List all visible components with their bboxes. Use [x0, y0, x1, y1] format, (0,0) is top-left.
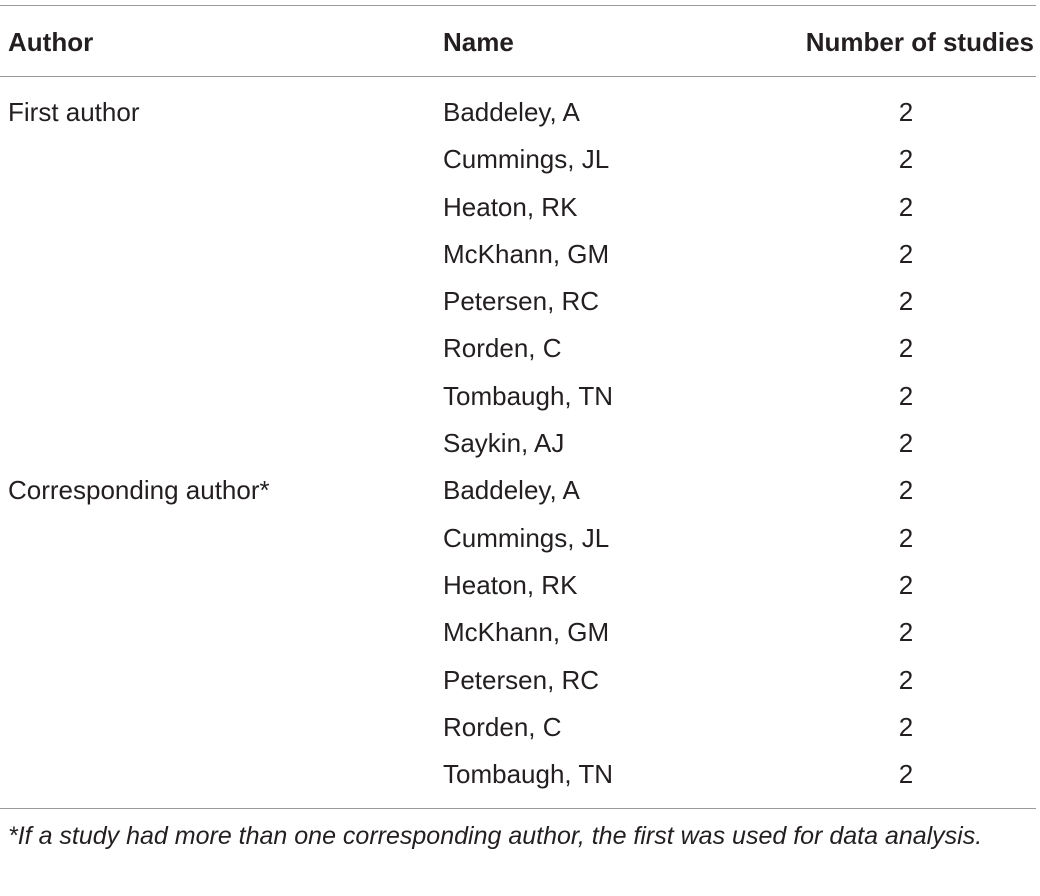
name-cell: Rorden, C [443, 333, 562, 364]
name-cell: Saykin, AJ [443, 428, 565, 459]
name-cell: Baddeley, A [443, 475, 580, 506]
count-cell: 2 [898, 711, 914, 742]
table-row [0, 372, 1036, 419]
name-cell: Tombaugh, TN [443, 380, 614, 411]
table-footnote: *If a study had more than one corresponding author, the first was used for data analysis. [8, 822, 983, 850]
name-cell: Tombaugh, TN [443, 759, 614, 790]
table-row [0, 183, 1036, 230]
table-header-rule [0, 76, 1036, 77]
count-cell: 2 [898, 569, 914, 600]
count-cell: 2 [898, 333, 914, 364]
count-cell: 2 [898, 617, 914, 648]
count-cell: 2 [898, 238, 914, 269]
name-cell: McKhann, GM [443, 617, 610, 648]
name-cell: Rorden, C [443, 711, 562, 742]
name-cell: Heaton, RK [443, 569, 578, 600]
table-row [0, 135, 1036, 182]
name-cell: Cummings, JL [443, 522, 610, 553]
table-body [0, 88, 1036, 797]
count-cell: 2 [898, 191, 914, 222]
name-cell: Heaton, RK [443, 191, 578, 222]
header-author: Author [8, 27, 94, 57]
table-row [0, 324, 1036, 371]
count-cell: 2 [898, 522, 914, 553]
header-number-of-studies: Number of studies [805, 27, 1034, 57]
count-cell: 2 [898, 759, 914, 790]
count-cell: 2 [898, 286, 914, 317]
count-cell: 2 [898, 97, 914, 127]
table-row [0, 466, 1036, 513]
count-cell: 2 [898, 475, 914, 506]
table-bottom-rule [0, 808, 1036, 809]
table-row [0, 561, 1036, 608]
header-name: Name [443, 27, 514, 57]
count-cell: 2 [898, 144, 914, 175]
table-row [0, 230, 1036, 277]
count-cell: 2 [898, 380, 914, 411]
table-row [0, 277, 1036, 324]
name-cell: Petersen, RC [443, 664, 600, 695]
table-row [0, 656, 1036, 703]
name-cell: Petersen, RC [443, 286, 600, 317]
table-row [0, 750, 1036, 797]
table-row [0, 514, 1036, 561]
name-cell: Baddeley, A [443, 97, 580, 127]
name-cell: McKhann, GM [443, 238, 610, 269]
name-cell: Cummings, JL [443, 144, 610, 175]
author-type-cell: Corresponding author* [8, 475, 270, 506]
table-row [0, 419, 1036, 466]
table-header-row [0, 5, 1036, 76]
table-row [0, 88, 1036, 135]
count-cell: 2 [898, 664, 914, 695]
author-type-cell: First author [8, 97, 140, 127]
table-row [0, 703, 1036, 750]
count-cell: 2 [898, 428, 914, 459]
table-row [0, 608, 1036, 655]
